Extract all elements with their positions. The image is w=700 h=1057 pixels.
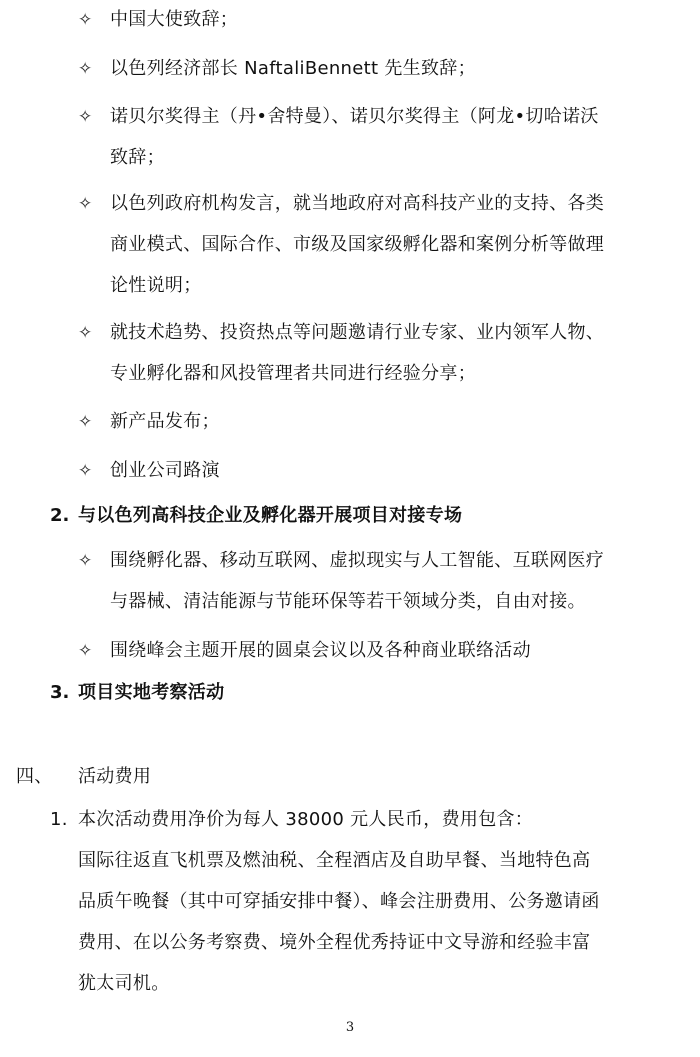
diamond-bullet-icon: ✧ (78, 461, 93, 481)
diamond-bullet-icon: ✧ (78, 323, 93, 343)
bullet-text: 创业公司路演 (110, 460, 220, 481)
diamond-bullet-icon: ✧ (78, 10, 93, 30)
bullet-text: 围绕峰会主题开展的圆桌会议以及各种商业联络活动 (110, 640, 531, 661)
section-number: 3. (50, 682, 70, 703)
fee-item-text: 本次活动费用净价为每人 38000 元人民币，费用包含： (78, 809, 534, 830)
bullet-text: 专业孵化器和风投管理者共同进行经验分享； (110, 363, 476, 384)
diamond-bullet-icon: ✧ (78, 107, 93, 127)
page-number: 3 (345, 1020, 355, 1035)
bullet-text: 诺贝尔奖得主（丹•舍特曼）、诺贝尔奖得主（阿龙•切哈诺沃 (110, 106, 599, 127)
bullet-text: 商业模式、国际合作、市级及国家级孵化器和案例分析等做理 (110, 234, 605, 255)
fee-detail-line: 国际往返直飞机票及燃油税、全程酒店及自助早餐、当地特色高 (78, 850, 591, 871)
bullet-text: 以色列经济部长 NaftaliBennett 先生致辞； (110, 58, 476, 79)
bullet-text: 围绕孵化器、移动互联网、虚拟现实与人工智能、互联网医疗 (110, 550, 605, 571)
diamond-bullet-icon: ✧ (78, 551, 93, 571)
fee-item-number: 1. (50, 809, 68, 830)
bullet-text: 以色列政府机构发言，就当地政府对高科技产业的支持、各类 (110, 193, 605, 214)
part-number: 四、 (16, 766, 53, 787)
bullet-text: 中国大使致辞； (110, 9, 239, 30)
bullet-text: 就技术趋势、投资热点等问题邀请行业专家、业内领军人物、 (110, 322, 605, 343)
fee-detail-line: 品质午晚餐（其中可穿插安排中餐）、峰会注册费用、公务邀请函 (78, 891, 600, 912)
diamond-bullet-icon: ✧ (78, 412, 93, 432)
fee-detail-line: 费用、在以公务考察费、境外全程优秀持证中文导游和经验丰富 (78, 932, 591, 953)
diamond-bullet-icon: ✧ (78, 641, 93, 661)
section-heading: 与以色列高科技企业及孵化器开展项目对接专场 (78, 505, 463, 526)
bullet-text: 论性说明； (110, 275, 202, 296)
diamond-bullet-icon: ✧ (78, 194, 93, 214)
bullet-text: 与器械、清洁能源与节能环保等若干领域分类，自由对接。 (110, 591, 586, 612)
bullet-text: 致辞； (110, 147, 165, 168)
diamond-bullet-icon: ✧ (78, 59, 93, 79)
section-heading: 项目实地考察活动 (78, 682, 225, 703)
part-heading: 活动费用 (78, 766, 152, 787)
fee-detail-line: 犹太司机。 (78, 973, 170, 994)
bullet-text: 新产品发布； (110, 411, 220, 432)
section-number: 2. (50, 505, 70, 526)
